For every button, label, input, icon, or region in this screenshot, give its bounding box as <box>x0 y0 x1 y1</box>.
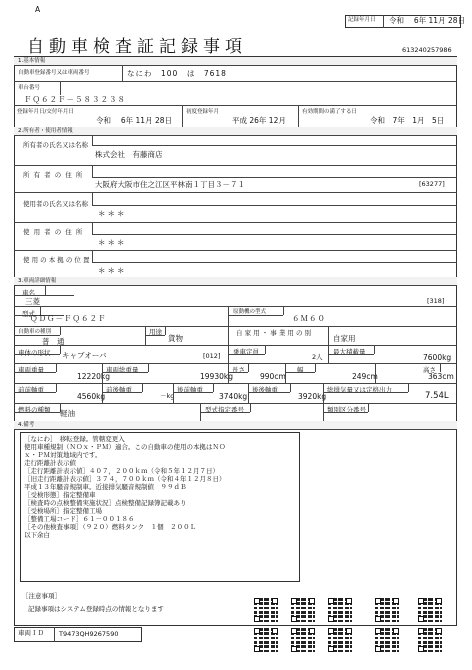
remark-line: 平成１３年騒音規制車。近接排気騒音規制値 ９９ｄＢ <box>24 483 187 491</box>
section-remarks-heading: 4.備考 <box>18 422 35 428</box>
notes-label: ［注意事項］ <box>22 592 61 600</box>
remark-line: ｘ・ＰＭ対策地域内です。 <box>24 451 102 459</box>
capacity: 2人 <box>312 353 323 361</box>
reg-date-label: 登録年月日/交付年月日 <box>17 109 74 115</box>
type-designation-label: 型式指定番号 <box>205 406 244 414</box>
body-shape: キャブオーバ <box>62 351 107 360</box>
front-front-axle: 4560kg <box>77 392 106 401</box>
base-location: ＊＊＊ <box>98 266 127 275</box>
owner-address-label: 所 有 者 の 住 所 <box>23 171 84 179</box>
remark-line: 以下余白 <box>24 531 50 539</box>
weight-label: 車両重量 <box>18 366 44 374</box>
owner-address: 大阪府大阪市住之江区平林南１丁目３－７１ <box>95 180 245 189</box>
remark-line: ［検査時の点検整備実施状況］点検整備記録簿記載あり <box>24 499 187 507</box>
remarks-box <box>20 432 300 582</box>
length-label: 長さ <box>232 366 245 374</box>
section-basic-heading: 1.基本情報 <box>18 58 46 64</box>
max-load: 7600kg <box>423 353 452 362</box>
body-shape-code: [012] <box>203 352 221 360</box>
max-load-label: 最大積載量 <box>333 348 366 356</box>
owner-name: 株式会社 有藤商店 <box>95 150 163 159</box>
front-rear-axle-label: 前後軸重 <box>106 386 132 394</box>
length: 990cm <box>260 372 286 381</box>
use: 貨物 <box>168 334 183 343</box>
remark-line: 走行距離計表示値 <box>24 459 76 467</box>
remark-line: 使用車種規制（ＮＯｘ・ＰＭ）適合。この自動車の使用の本拠はＮＯ <box>24 443 226 451</box>
front-front-axle-label: 前前軸重 <box>18 386 44 394</box>
gross-weight-label: 車両総重量 <box>106 366 139 374</box>
section-vehicle-heading: 3.車両詳細情報 <box>18 278 57 284</box>
qr-code-6-icon <box>254 628 278 652</box>
capacity-label: 乗車定員 <box>233 348 259 356</box>
vehicle-id-label: 車両ＩＤ <box>18 629 44 637</box>
qr-code-4-icon <box>375 598 399 622</box>
displacement: 7.54L <box>425 391 449 401</box>
qr-code-7-icon <box>291 628 315 652</box>
fuel-type: 軽油 <box>60 409 75 418</box>
chassis-label: 車台番号 <box>18 85 41 91</box>
private-business-label: 自 家 用 ・ 事 業 用 の 別 <box>236 329 312 337</box>
gross-weight: 19930kg <box>200 372 233 381</box>
document-number: 613240257986 <box>402 46 452 54</box>
rear-front-axle: 3740kg <box>219 392 248 401</box>
remark-line: ［走行距離計表示値］４０７，２００ｋｍ（令和５年１２月７日） <box>24 467 219 475</box>
qr-code-9-icon <box>375 628 399 652</box>
private-business: 自家用 <box>333 334 356 343</box>
owner-name-label: 所有者の氏名又は名称 <box>23 141 88 149</box>
remark-line: ［その他検査事項］（９２０）燃料タンク １個 ２００Ｌ <box>24 523 197 531</box>
model: ＱＤＧ－ＦＱ６２Ｆ <box>30 314 107 323</box>
engine-label: 原動機の型式 <box>233 309 267 315</box>
maker-label: 車名 <box>22 289 35 297</box>
remark-line: ［旧走行距離計表示値］３７４，７００ｋｍ（令和４年１２月８日） <box>24 475 226 483</box>
height: 363cm <box>428 372 454 381</box>
chassis-number: ＦＱ６２Ｆ－５８３２３８ <box>24 95 126 104</box>
issue-date-label: 記録年月日 <box>348 17 376 23</box>
width-label: 幅 <box>297 366 304 374</box>
user-address: ＊＊＊ <box>98 238 127 247</box>
displacement-label: 総排気量又は定格出力 <box>327 386 392 394</box>
remark-line: ［整備工場コード］６１－００１８６ <box>24 515 135 523</box>
width: 249cm <box>352 372 378 381</box>
rear-front-axle-label: 後前軸重 <box>177 386 203 394</box>
qr-code-5-icon <box>418 598 442 622</box>
document-title: 自動車検査証記録事項 <box>27 37 247 57</box>
base-location-label: 使 用 の 本 拠 の 位 置 <box>23 256 90 264</box>
reg-date: 令和 6年 11月 28日 <box>96 116 173 125</box>
plate-number: なにわ 100 は 7618 <box>127 69 227 78</box>
qr-code-1-icon <box>254 598 278 622</box>
corner-mark: A <box>35 5 41 14</box>
vehicle-type-label: 自動車の種別 <box>18 329 52 335</box>
fuel-label: 燃料の種類 <box>18 406 51 414</box>
remark-line: ［なにわ］ 移転登録。管轄変更入 <box>24 435 125 443</box>
height-label: 高さ <box>423 366 436 374</box>
first-reg-date: 平成 26年 12月 <box>232 116 286 125</box>
user-address-label: 使 用 者 の 住 所 <box>23 228 84 236</box>
model-label: 型式 <box>22 310 35 318</box>
qr-code-8-icon <box>328 628 352 652</box>
notes-text: 記録事項はシステム登録時点の情報となります <box>28 605 164 613</box>
vehicle-type: 普 通 <box>42 337 65 346</box>
user-name: ＊＊＊ <box>98 209 127 218</box>
vehicle-id: T9473QH9267590 <box>59 630 119 638</box>
rear-rear-axle-label: 後後軸重 <box>252 386 278 394</box>
qr-code-3-icon <box>328 598 352 622</box>
maker-code: [318] <box>427 297 445 305</box>
front-rear-axle: －kg <box>160 392 175 400</box>
use-label: 用途 <box>149 328 162 336</box>
engine-model: ６Ｍ６０ <box>292 314 326 323</box>
expiry-date: 令和 7年 1月 5日 <box>370 116 445 125</box>
body-shape-label: 車体の形状 <box>18 349 51 357</box>
maker: 三菱 <box>25 297 40 306</box>
rear-rear-axle: 3920kg <box>298 392 327 401</box>
issue-date: 令和 6年 11月 28日 <box>389 16 466 25</box>
expiry-label: 有効期間の満了する日 <box>302 109 358 115</box>
owner-address-code: [63277] <box>419 180 445 188</box>
classification-label: 類別区分番号 <box>327 406 366 414</box>
remark-line: ［受検場所］指定整備工場 <box>24 507 102 515</box>
qr-code-2-icon <box>291 598 315 622</box>
user-name-label: 使用者の氏名又は名称 <box>23 200 88 208</box>
remark-line: ［受検形態］指定整備車 <box>24 491 96 499</box>
vehicle-weight: 12220kg <box>77 372 110 381</box>
qr-code-10-icon <box>418 628 442 652</box>
first-reg-label: 初度登録年月 <box>186 109 220 115</box>
plate-label: 自動車登録番号又は車両番号 <box>18 70 90 76</box>
section-owner-heading: 2.所有者・使用者情報 <box>18 128 73 134</box>
